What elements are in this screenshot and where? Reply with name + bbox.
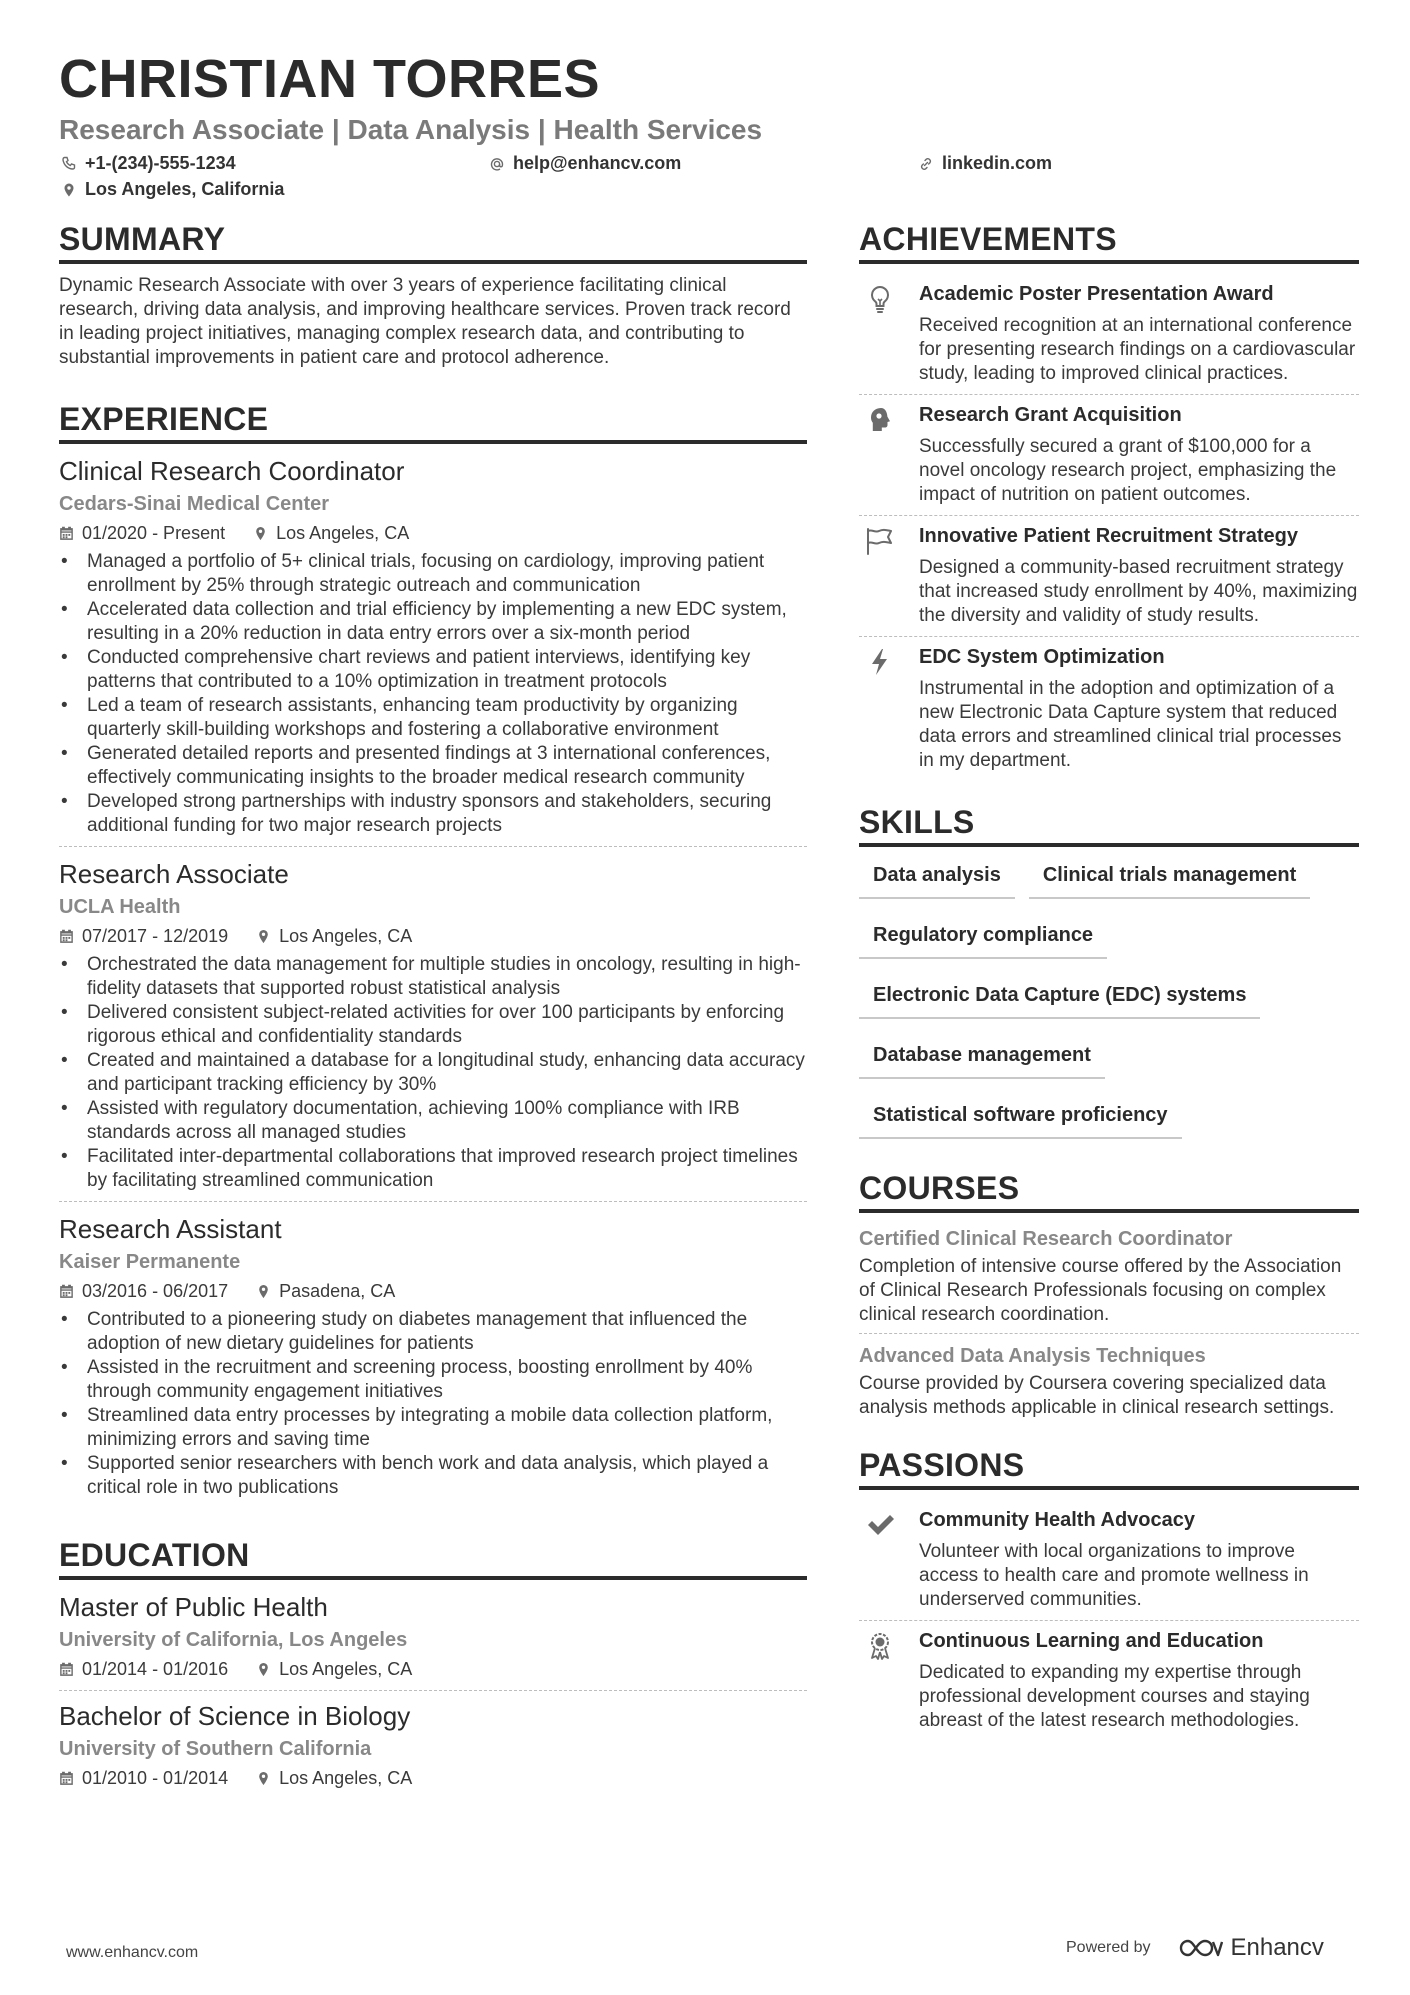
passion-description: Dedicated to expanding my expertise through professional development courses and staying abreast of the latest research methodologies. xyxy=(919,1662,1310,1731)
contact-phone[interactable] xyxy=(61,153,236,174)
skills-list xyxy=(859,857,1359,1139)
location-pin-icon xyxy=(61,182,77,198)
location-pin-icon xyxy=(256,1284,271,1299)
education-dates: 01/2014 - 01/2016 xyxy=(82,1659,229,1679)
skill-tag: Clinical trials management xyxy=(1029,857,1310,899)
achievement-item xyxy=(859,274,1359,395)
job-bullet: • Conducted comprehensive chart reviews and patient interviews, identifying key patterns that contributed to a 10% optimization in treatment protocols xyxy=(59,646,807,694)
achievement-item xyxy=(859,395,1359,516)
education-entry xyxy=(59,1699,807,1799)
section-title-skills: SKILLS xyxy=(859,801,1359,847)
lightning-icon xyxy=(865,647,895,677)
company-name: Kaiser Permanente xyxy=(59,1251,241,1273)
passions-section xyxy=(859,1444,1359,1741)
company-name: Cedars-Sinai Medical Center xyxy=(59,493,330,515)
degree-title: Bachelor of Science in Biology xyxy=(59,1701,411,1731)
job-location: Pasadena, CA xyxy=(279,1281,396,1301)
contact-linkedin[interactable] xyxy=(918,153,1052,174)
achievements-section xyxy=(859,218,1359,781)
job-bullets xyxy=(59,550,807,838)
education-meta xyxy=(59,1765,807,1791)
job-meta xyxy=(59,1278,807,1304)
calendar-icon xyxy=(59,1662,74,1677)
job-title: Research Associate xyxy=(59,859,289,889)
degree-title: Master of Public Health xyxy=(59,1592,328,1622)
at-icon xyxy=(489,156,505,172)
summary-text: Dynamic Research Associate with over 3 years of experience facilitating clinical research, driving data analysis, and improving healthcare services. Proven track record in leading project initiatives, managing complex research data, and contributing to substantial improvements in patient care and protocol adherence. xyxy=(59,275,791,368)
candidate-subtitle: Research Associate | Data Analysis | Health Services xyxy=(59,114,763,145)
award-ribbon-icon xyxy=(865,1631,895,1661)
job-bullet: • Orchestrated the data management for multiple studies in oncology, resulting in high-fidelity datasets that supported robust statistical analysis xyxy=(59,953,807,1001)
head-icon xyxy=(865,405,895,435)
calendar-icon xyxy=(59,526,74,541)
job-bullet: • Contributed to a pioneering study on diabetes management that influenced the adoption of new dietary guidelines for patients xyxy=(59,1308,807,1356)
lightbulb-icon xyxy=(865,284,895,314)
job-bullet: • Led a team of research assistants, enhancing team productivity by organizing quarterly skill-building workshops and fostering a collaborative environment xyxy=(59,694,807,742)
contact-location xyxy=(61,179,284,200)
job-bullet: • Assisted with regulatory documentation, achieving 100% compliance with IRB standards across all managed studies xyxy=(59,1097,807,1145)
course-item xyxy=(859,1340,1359,1426)
passion-item xyxy=(859,1500,1359,1621)
course-description: Course provided by Coursera covering specialized data analysis methods applicable in clinical research settings. xyxy=(859,1373,1335,1418)
flag-icon xyxy=(865,526,895,556)
location-pin-icon xyxy=(256,1771,271,1786)
job-bullet: • Managed a portfolio of 5+ clinical trials, focusing on cardiology, improving patient enrollment by 25% through strategic outreach and communication xyxy=(59,550,807,598)
job-entry xyxy=(59,454,807,847)
job-meta xyxy=(59,923,807,949)
passion-title: Continuous Learning and Education xyxy=(919,1630,1264,1652)
courses-section xyxy=(859,1167,1359,1426)
job-bullet: • Delivered consistent subject-related activities for over 100 participants by enforcing rigorous ethical and confidentiality standards xyxy=(59,1001,807,1049)
location-pin-icon xyxy=(253,526,268,541)
achievement-item xyxy=(859,637,1359,781)
education-location: Los Angeles, CA xyxy=(279,1659,413,1679)
section-title-education: EDUCATION xyxy=(59,1534,807,1580)
achievement-description: Designed a community-based recruitment strategy that increased study enrollment by 40%, maximizing the diversity and validity of study results. xyxy=(919,557,1358,626)
job-title: Research Assistant xyxy=(59,1214,282,1244)
resume-header xyxy=(59,44,1359,207)
email-address: help@enhancv.com xyxy=(513,153,682,173)
achievement-description: Instrumental in the adoption and optimization of a new Electronic Data Capture system that reduced data errors and streamlined clinical trial processes in my department. xyxy=(919,678,1342,771)
summary-section xyxy=(59,218,807,370)
candidate-name: CHRISTIAN TORRES xyxy=(59,49,601,109)
experience-section xyxy=(59,398,807,1508)
contact-email[interactable] xyxy=(489,153,681,174)
skill-tag: Data analysis xyxy=(859,857,1015,899)
brand-name: Enhancv xyxy=(1230,1934,1324,1961)
section-title-courses: COURSES xyxy=(859,1167,1359,1213)
course-item xyxy=(859,1223,1359,1334)
job-location: Los Angeles, CA xyxy=(276,523,410,543)
calendar-icon xyxy=(59,1284,74,1299)
job-dates: 07/2017 - 12/2019 xyxy=(82,926,229,946)
location-pin-icon xyxy=(256,929,271,944)
course-title: Certified Clinical Research Coordinator xyxy=(859,1228,1233,1250)
passion-item xyxy=(859,1621,1359,1741)
education-dates: 01/2010 - 01/2014 xyxy=(82,1768,229,1788)
company-name: UCLA Health xyxy=(59,896,181,918)
job-bullets xyxy=(59,1308,807,1500)
footer-branding xyxy=(1066,1934,1324,1962)
education-location: Los Angeles, CA xyxy=(279,1768,413,1788)
job-bullet: • Developed strong partnerships with industry sponsors and stakeholders, securing additional funding for two major research projects xyxy=(59,790,807,838)
education-section xyxy=(59,1534,807,1799)
calendar-icon xyxy=(59,929,74,944)
contact-info xyxy=(59,153,1359,207)
right-column xyxy=(859,218,1359,1741)
checkmark-icon xyxy=(865,1510,895,1540)
section-title-summary: SUMMARY xyxy=(59,218,807,264)
achievement-description: Received recognition at an international conference for presenting research findings on a cardiovascular study, leading to improved clinical practices. xyxy=(919,315,1356,384)
location-text: Los Angeles, California xyxy=(85,179,285,199)
job-bullets xyxy=(59,953,807,1193)
school-name: University of California, Los Angeles xyxy=(59,1629,408,1651)
job-bullet: • Facilitated inter-departmental collaborations that improved research project timelines by facilitating streamlined communication xyxy=(59,1145,807,1193)
achievement-title: Academic Poster Presentation Award xyxy=(919,283,1274,305)
achievement-title: Innovative Patient Recruitment Strategy xyxy=(919,525,1298,547)
brand-logo[interactable] xyxy=(1177,1934,1324,1962)
job-dates: 01/2020 - Present xyxy=(82,523,226,543)
section-title-passions: PASSIONS xyxy=(859,1444,1359,1490)
achievement-description: Successfully secured a grant of $100,000 for a novel oncology research project, emphasizing the impact of nutrition on patient outcomes. xyxy=(919,436,1337,505)
job-bullet: • Created and maintained a database for a longitudinal study, enhancing data accuracy and participant tracking efficiency by 30% xyxy=(59,1049,807,1097)
job-bullet: • Streamlined data entry processes by integrating a mobile data collection platform, minimizing errors and saving time xyxy=(59,1404,807,1452)
phone-number: +1-(234)-555-1234 xyxy=(85,153,236,173)
job-bullet: • Generated detailed reports and presented findings at 3 international conferences, effectively communicating insights to the broader medical research community xyxy=(59,742,807,790)
job-meta xyxy=(59,520,807,546)
job-title: Clinical Research Coordinator xyxy=(59,456,405,486)
linkedin-url: linkedin.com xyxy=(942,153,1053,173)
education-entry xyxy=(59,1590,807,1691)
passion-title: Community Health Advocacy xyxy=(919,1509,1195,1531)
job-entry xyxy=(59,857,807,1202)
job-bullet: • Assisted in the recruitment and screening process, boosting enrollment by 40% through community engagement initiatives xyxy=(59,1356,807,1404)
passion-description: Volunteer with local organizations to improve access to health care and promote wellness in underserved communities. xyxy=(919,1541,1309,1610)
skill-tag: Database management xyxy=(859,1037,1105,1079)
course-title: Advanced Data Analysis Techniques xyxy=(859,1345,1206,1367)
link-icon xyxy=(918,156,934,172)
skill-tag: Electronic Data Capture (EDC) systems xyxy=(859,977,1260,1019)
location-pin-icon xyxy=(256,1662,271,1677)
phone-icon xyxy=(61,156,77,172)
enhancv-logo-icon xyxy=(1177,1936,1223,1960)
job-entry xyxy=(59,1212,807,1508)
job-bullet: • Accelerated data collection and trial efficiency by implementing a new EDC system, resulting in a 20% reduction in data entry errors over a six-month period xyxy=(59,598,807,646)
calendar-icon xyxy=(59,1771,74,1786)
footer-website[interactable]: www.enhancv.com xyxy=(66,1944,199,1961)
education-meta xyxy=(59,1656,807,1682)
section-title-achievements: ACHIEVEMENTS xyxy=(859,218,1359,264)
powered-by-label: Powered by xyxy=(1066,1939,1151,1956)
school-name: University of Southern California xyxy=(59,1738,372,1760)
job-location: Los Angeles, CA xyxy=(279,926,413,946)
skill-tag: Regulatory compliance xyxy=(859,917,1107,959)
section-title-experience: EXPERIENCE xyxy=(59,398,807,444)
achievement-item xyxy=(859,516,1359,637)
job-dates: 03/2016 - 06/2017 xyxy=(82,1281,229,1301)
skills-section xyxy=(859,801,1359,1139)
skill-tag: Statistical software proficiency xyxy=(859,1097,1182,1139)
achievement-title: EDC System Optimization xyxy=(919,646,1165,668)
left-column xyxy=(59,218,807,1807)
job-bullet: • Supported senior researchers with bench work and data analysis, which played a critical role in two publications xyxy=(59,1452,807,1500)
achievement-title: Research Grant Acquisition xyxy=(919,404,1182,426)
course-description: Completion of intensive course offered by the Association of Clinical Research Professionals focusing on complex clinical research coordination. xyxy=(859,1256,1342,1325)
